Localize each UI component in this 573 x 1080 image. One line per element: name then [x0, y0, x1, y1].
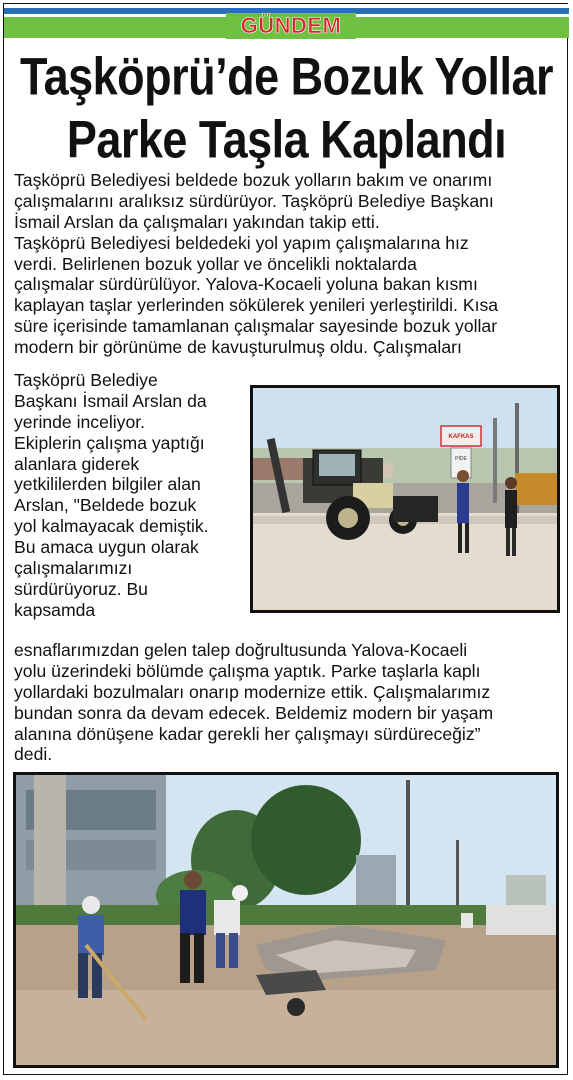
article-line: Taşköprü Belediyesi beldede bozuk yolların bakım ve onarımı: [14, 170, 493, 190]
article-line: Arslan, "Beldede bozuk: [14, 495, 197, 516]
article-line: yollardaki bozulmaları onarıp modernize ettik. Çalışmalarımız: [14, 681, 491, 702]
article-line: süre içerisinde tamamlanan çalışmalar sayesinde bozuk yollar: [14, 316, 498, 337]
article-line: yol kalmayacak demiştik.: [14, 516, 209, 537]
article-line: modern bir görünüme de kavuşturulmuş oldu. Çalışmaları: [14, 337, 462, 358]
article-line: alanına dönüşene kadar gerekli her çalışmayı sürdüreceğiz”: [14, 723, 481, 744]
article-photo-workers: [13, 772, 559, 1068]
headline-line-2: Parke Taşla Kaplandı: [66, 109, 507, 170]
sign-text-2: PİDE: [455, 456, 467, 462]
article-line: Başkanı İsmail Arslan da: [14, 390, 207, 411]
article-line: Taşköprü Belediye: [14, 370, 158, 390]
article-line: çalışmalarını aralıksız sürdürüyor. Taşköprü Belediye Başkanı: [14, 190, 494, 211]
article-line: verdi. Belirlenen bozuk yollar ve öncelikli noktalarda: [14, 253, 417, 274]
article-line: kapsamda: [14, 599, 96, 620]
article-line: kaplayan taşlar yerlerinden sökülerek yenileri yerleştirildi. Kısa: [14, 295, 499, 316]
article-narrow-block: [14, 370, 209, 621]
backhoe-scene: [253, 388, 557, 610]
article-line: alanlara giderek: [14, 453, 140, 474]
article-line: Bu amaca uygun olarak: [14, 537, 199, 558]
headline-line-1: Taşköprü’de Bozuk Yollar: [19, 46, 554, 107]
article-line: İsmail Arslan da çalışmaları yakından takip etti.: [14, 211, 380, 232]
article-line: yolu üzerindeki bölümde çalışma yaptık. Parke taşlarla kaplı: [14, 660, 481, 681]
article-line: yetkililerden bilgiler alan: [14, 474, 201, 495]
article-bottom-block: [14, 640, 493, 765]
article-line: Taşköprü Belediyesi beldedeki yol yapım çalışmalarına hız: [14, 232, 469, 253]
article-line: Ekiplerin çalışma yaptığı: [14, 432, 205, 453]
workers-scene: [16, 775, 556, 1065]
section-label: GÜNDEM: [226, 13, 356, 39]
sign-text-1: KAFKAS: [448, 434, 474, 440]
article-line: dedi.: [14, 744, 53, 765]
article-line: bundan sonra da devam edecek. Beldemiz modern bir yaşam: [14, 702, 494, 723]
article-top-block: [14, 170, 498, 358]
article-line: esnaflarımızdan gelen talep doğrultusunda Yalova-Kocaeli: [14, 640, 468, 660]
article-line: yerinde inceliyor.: [14, 411, 146, 432]
article-photo-backhoe: [250, 385, 560, 613]
article-line: çalışmalarımızı: [14, 558, 133, 579]
article-line: sürdürüyoruz. Bu: [14, 578, 148, 599]
article-line: çalışmalar sürdürülüyor. Yalova-Kocaeli yoluna bakan kısmı: [14, 274, 478, 295]
section-banner: [4, 4, 569, 38]
